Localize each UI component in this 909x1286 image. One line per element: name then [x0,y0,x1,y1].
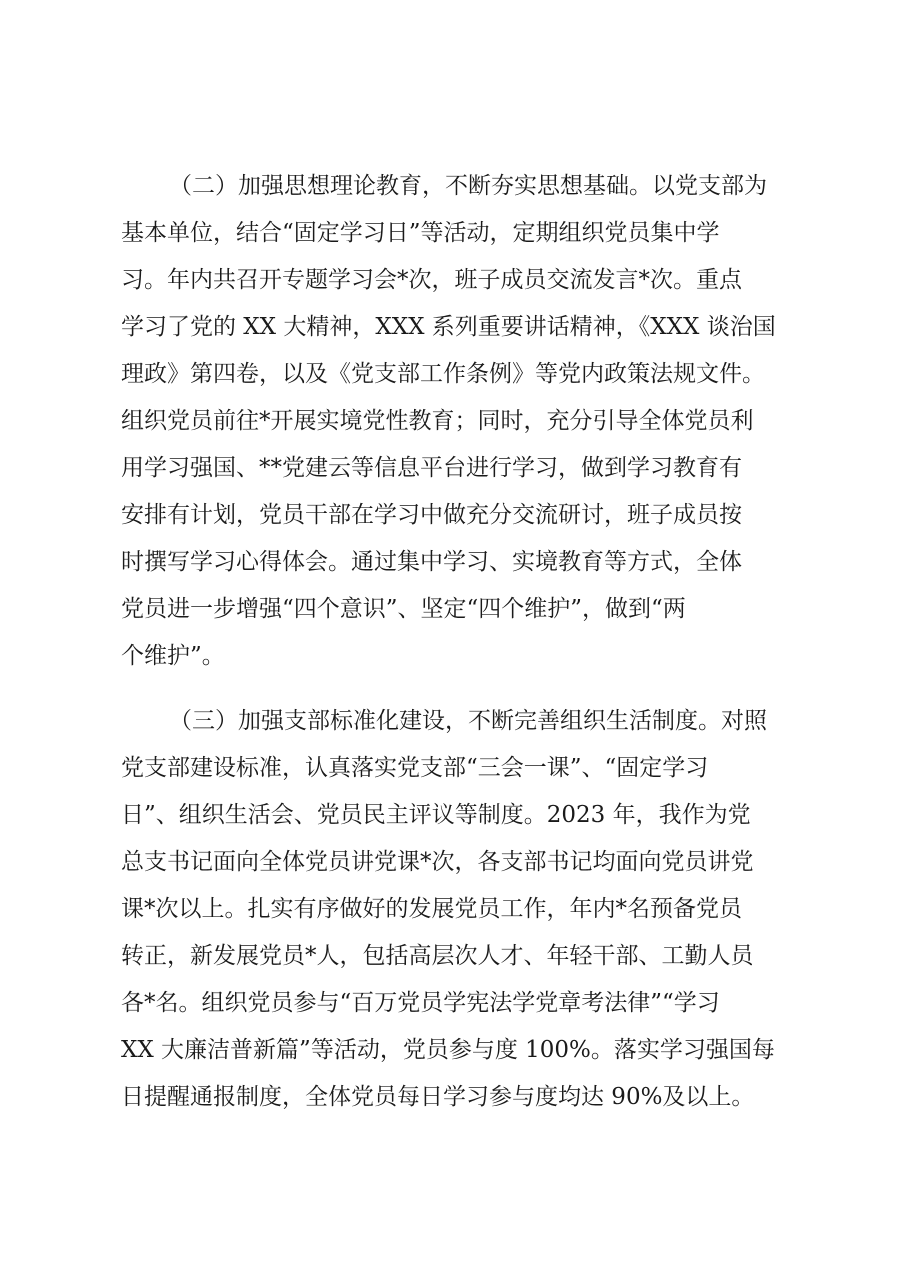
paragraph-line: 用学习强国、**党建云等信息平台进行学习，做到学习教育有 [121,455,742,481]
paragraph-line: （二）加强思想理论教育，不断夯实思想基础。以党支部为 [169,173,767,199]
paragraph-line: 基本单位，结合“固定学习日”等活动，定期组织党员集中学 [121,220,720,246]
paragraph-line: 学习了党的 XX 大精神，XXX 系列重要讲话精神，《XXX 谈治国 [121,314,776,340]
paragraph-line: 党员进一步增强“四个意识”、坚定“四个维护”，做到“两 [121,596,686,622]
paragraph-line: （三）加强支部标准化建设，不断完善组织生活制度。对照 [169,708,767,734]
paragraph-line: 总支书记面向全体党员讲党课*次，各支部书记均面向党员讲党 [121,849,754,875]
paragraph-line: 各*名。组织党员参与“百万党员学宪法学党章考法律”“学习 [121,990,720,1016]
paragraph-line: 组织党员前往*开展实境党性教育；同时，充分引导全体党员利 [121,408,754,434]
paragraph-line: 时撰写学习心得体会。通过集中学习、实境教育等方式，全体 [121,549,742,575]
paragraph-line: 转正，新发展党员*人，包括高层次人才、年轻干部、工勤人员 [121,943,754,969]
paragraph-line: 安排有计划，党员干部在学习中做充分交流研讨，班子成员按 [121,502,742,528]
paragraph-line: 党支部建设标准，认真落实党支部“三会一课”、“固定学习 [121,755,709,781]
paragraph-line: 习。年内共召开专题学习会*次，班子成员交流发言*次。重点 [121,267,742,293]
paragraph-line: XX 大廉洁普新篇”等活动，党员参与度 100%。落实学习强国每 [121,1037,775,1063]
paragraph-line: 个维护”。 [121,643,225,669]
paragraph-line: 日”、组织生活会、党员民主评议等制度。2023 年，我作为党 [121,802,751,828]
paragraph-line: 日提醒通报制度，全体党员每日学习参与度均达 90%及以上。 [121,1084,755,1110]
paragraph-line: 课*次以上。扎实有序做好的发展党员工作，年内*名预备党员 [121,896,742,922]
paragraph-line: 理政》第四卷，以及《党支部工作条例》等党内政策法规文件。 [121,361,765,387]
